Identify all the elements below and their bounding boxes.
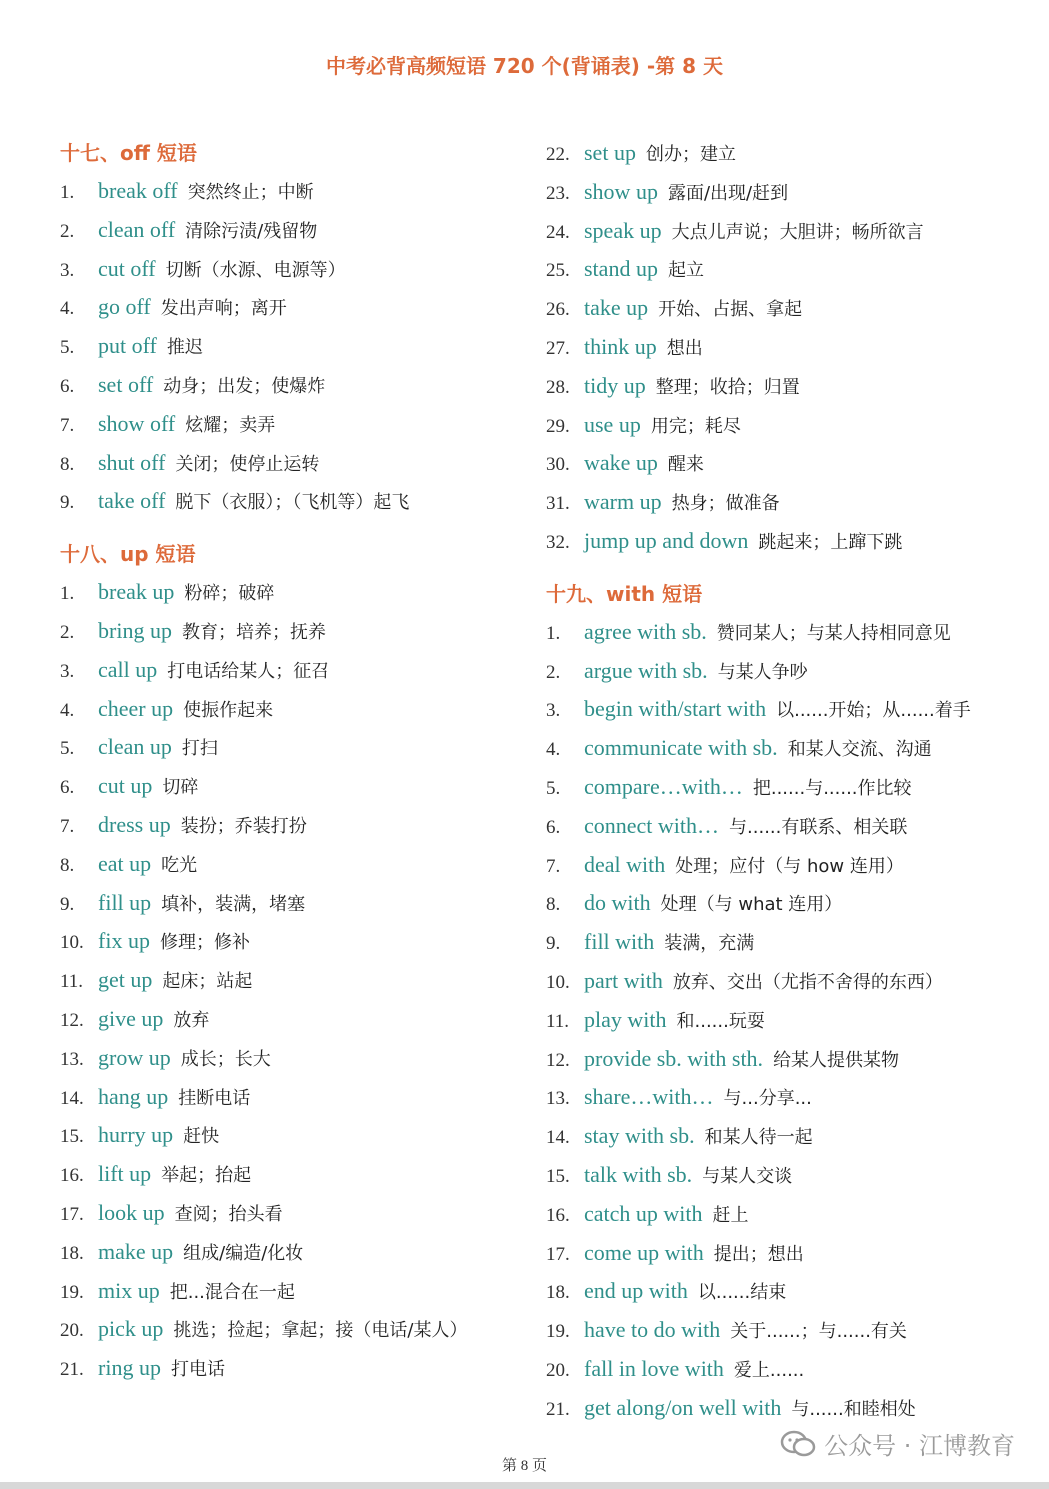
english-phrase: hang up [98, 1083, 169, 1109]
chinese-meaning: 使振作起来 [183, 699, 274, 721]
english-phrase: go off [98, 294, 151, 320]
item-number: 22. [546, 144, 570, 165]
item-number: 8. [60, 854, 75, 876]
chinese-meaning: 大点儿声说；大胆讲；畅所欲言 [671, 221, 924, 243]
chinese-meaning: 起床；站起 [162, 971, 253, 993]
phrase-row [60, 922, 530, 961]
phrase-row [546, 173, 1036, 212]
phrase-row [546, 1350, 1036, 1389]
english-phrase: use up [584, 411, 641, 437]
phrase-row [60, 1078, 530, 1117]
item-number: 13. [60, 1048, 84, 1070]
phrase-row [60, 884, 530, 923]
phrase-row [546, 212, 1036, 251]
item-number: 2. [60, 220, 75, 242]
chinese-meaning: 醒来 [667, 454, 704, 476]
item-number: 15. [546, 1165, 570, 1187]
item-number: 13. [546, 1088, 570, 1110]
item-number: 16. [60, 1165, 84, 1187]
chinese-meaning: 挑选；捡起；拿起；接（电话/某人） [173, 1320, 468, 1342]
item-number: 19. [546, 1321, 570, 1343]
section-gap [546, 561, 1036, 575]
chinese-meaning: 教育；培养；抚养 [181, 621, 326, 643]
phrase-row [60, 250, 530, 289]
english-phrase: connect with… [584, 812, 720, 838]
item-number: 17. [546, 1243, 570, 1265]
item-number: 6. [60, 777, 75, 799]
phrase-row [546, 613, 1036, 652]
item-number: 9. [546, 933, 561, 955]
english-phrase: have to do with [584, 1317, 721, 1343]
english-phrase: deal with [584, 851, 666, 877]
chinese-meaning: 与某人交谈 [702, 1165, 793, 1187]
chinese-meaning: 查阅；抬头看 [174, 1203, 283, 1225]
english-phrase: wake up [584, 450, 658, 476]
item-number: 4. [60, 699, 75, 721]
phrase-row [546, 1117, 1036, 1156]
chinese-meaning: 关于......；与......有关 [730, 1321, 907, 1343]
phrase-row [546, 652, 1036, 691]
chinese-meaning: 与......和睦相处 [791, 1398, 916, 1420]
english-phrase: break off [98, 178, 178, 203]
item-number: 5. [60, 337, 75, 359]
item-number: 6. [60, 375, 75, 397]
phrase-row [60, 444, 530, 483]
english-phrase: argue with sb. [584, 657, 708, 683]
phrase-row [60, 1310, 530, 1349]
chinese-meaning: 赶快 [183, 1126, 220, 1148]
item-number: 15. [60, 1126, 84, 1148]
chinese-meaning: 跳起来；上蹿下跳 [758, 531, 903, 553]
page-number: 第 8 页 [501, 1458, 547, 1474]
item-number: 14. [546, 1127, 570, 1149]
item-number: 12. [546, 1049, 570, 1071]
english-phrase: cheer up [98, 695, 174, 721]
chinese-meaning: 组成/编造/化妆 [183, 1242, 304, 1264]
phrase-row [546, 522, 1036, 561]
item-number: 20. [546, 1359, 570, 1381]
item-number: 7. [546, 855, 561, 877]
item-number: 19. [60, 1281, 84, 1303]
item-number: 21. [60, 1359, 84, 1381]
section-title: 十九、with 短语 [546, 581, 703, 606]
english-phrase: begin with/start with [584, 696, 767, 722]
chinese-meaning: 以......开始；从......着手 [776, 700, 971, 722]
english-phrase: agree with sb. [584, 618, 707, 644]
chinese-meaning: 和某人待一起 [704, 1127, 813, 1149]
english-phrase: stand up [584, 256, 658, 282]
phrase-row [546, 923, 1036, 962]
left-column [60, 134, 530, 1388]
item-number: 24. [546, 221, 570, 243]
chinese-meaning: 提出；想出 [713, 1243, 804, 1265]
chinese-meaning: 装满，充满 [664, 933, 755, 955]
phrase-row [60, 728, 530, 767]
phrase-row [60, 1116, 530, 1155]
chinese-meaning: 打电话给某人；征召 [167, 660, 330, 682]
item-number: 30. [546, 454, 570, 476]
chinese-meaning: 发出声响；离开 [160, 298, 287, 320]
phrase-row [546, 690, 1036, 729]
phrase-row [60, 172, 530, 211]
english-phrase: look up [98, 1199, 165, 1225]
phrase-row [60, 1155, 530, 1194]
phrase-row [546, 768, 1036, 807]
english-phrase: clean up [98, 734, 172, 760]
english-phrase: share…with… [584, 1084, 714, 1110]
english-phrase: take up [584, 295, 649, 321]
item-number: 11. [546, 1010, 570, 1032]
english-phrase: fill with [584, 929, 655, 955]
chinese-meaning: 露面/出现/赶到 [667, 182, 789, 204]
phrase-row [546, 807, 1036, 846]
item-number: 4. [60, 298, 75, 320]
phrase-row [60, 1272, 530, 1311]
item-number: 4. [546, 739, 561, 761]
english-phrase: get along/on well with [584, 1394, 782, 1420]
english-phrase: provide sb. with sth. [584, 1045, 764, 1071]
item-number: 18. [546, 1282, 570, 1304]
english-phrase: end up with [584, 1278, 688, 1304]
chinese-meaning: 开始、占据、拿起 [658, 299, 803, 321]
phrase-row [60, 288, 530, 327]
item-number: 16. [546, 1204, 570, 1226]
item-number: 14. [60, 1087, 84, 1109]
watermark-text: 公众号 · 江博教育 [824, 1432, 1015, 1460]
chinese-meaning: 修理；修补 [159, 932, 250, 954]
chinese-meaning: 创办；建立 [645, 144, 736, 165]
item-number: 7. [60, 414, 75, 436]
english-phrase: set off [98, 371, 154, 397]
phrase-row [546, 367, 1036, 406]
chinese-meaning: 切碎 [162, 777, 199, 799]
item-number: 21. [546, 1398, 570, 1420]
english-phrase: fill up [98, 889, 152, 915]
item-number: 9. [60, 893, 75, 915]
item-number: 28. [546, 376, 570, 398]
chinese-meaning: 打扫 [181, 738, 218, 760]
chinese-meaning: 处理；应付（与 how 连用） [675, 855, 904, 877]
english-phrase: talk with sb. [584, 1161, 693, 1187]
phrase-row [60, 612, 530, 651]
item-number: 9. [60, 492, 75, 514]
section-gap [60, 521, 530, 535]
english-phrase: do with [584, 890, 651, 916]
phrase-row [546, 406, 1036, 445]
item-number: 11. [60, 971, 84, 993]
chinese-meaning: 起立 [667, 260, 704, 282]
english-phrase: eat up [98, 850, 152, 876]
chinese-meaning: 以......结束 [697, 1282, 787, 1304]
english-phrase: show off [98, 410, 176, 436]
chinese-meaning: 装扮；乔装打扮 [180, 815, 307, 837]
item-number: 5. [60, 738, 75, 760]
chinese-meaning: 把...混合在一起 [169, 1281, 295, 1303]
right-column [546, 134, 1036, 1428]
item-number: 2. [60, 621, 75, 643]
item-number: 2. [546, 661, 561, 683]
chinese-meaning: 与......有联系、相关联 [729, 816, 908, 838]
english-phrase: shut off [98, 449, 166, 475]
chinese-meaning: 想出 [666, 337, 703, 359]
english-phrase: put off [98, 333, 157, 359]
item-number: 10. [60, 932, 84, 954]
item-number: 18. [60, 1242, 84, 1264]
phrase-row [546, 1078, 1036, 1117]
english-phrase: fall in love with [584, 1355, 724, 1381]
chinese-meaning: 放弃 [173, 1009, 210, 1031]
english-phrase: mix up [98, 1277, 160, 1303]
english-phrase: lift up [98, 1161, 152, 1187]
item-number: 17. [60, 1203, 84, 1225]
item-number: 32. [546, 531, 570, 553]
item-number: 1. [60, 182, 75, 203]
phrase-row [60, 1194, 530, 1233]
chinese-meaning: 粉碎；破碎 [184, 583, 275, 605]
section-title: 十八、up 短语 [60, 542, 196, 567]
phrase-row [60, 806, 530, 845]
phrase-row [60, 1233, 530, 1272]
english-phrase: break up [98, 579, 175, 605]
english-phrase: grow up [98, 1044, 171, 1070]
phrase-row [60, 690, 530, 729]
chinese-meaning: 把......与......作比较 [752, 777, 912, 799]
chinese-meaning: 挂断电话 [178, 1087, 251, 1109]
english-phrase: take off [98, 488, 166, 514]
chinese-meaning: 给某人提供某物 [773, 1049, 900, 1071]
english-phrase: warm up [584, 489, 662, 515]
english-phrase: part with [584, 967, 663, 993]
item-number: 12. [60, 1009, 84, 1031]
phrase-row [546, 884, 1036, 923]
phrase-row [546, 846, 1036, 885]
phrase-row [546, 483, 1036, 522]
phrase-row [60, 1349, 530, 1388]
chinese-meaning: 赞同某人；与某人持相同意见 [716, 622, 951, 644]
english-phrase: fix up [98, 928, 150, 954]
phrase-row [60, 1000, 530, 1039]
chinese-meaning: 关闭；使停止运转 [175, 453, 320, 475]
item-number: 10. [546, 971, 570, 993]
item-number: 3. [60, 259, 75, 281]
chinese-meaning: 整理；收拾；归置 [655, 376, 800, 398]
chinese-meaning: 推迟 [166, 337, 203, 359]
chinese-meaning: 与某人争吵 [717, 661, 808, 683]
item-number: 29. [546, 415, 570, 437]
english-phrase: set up [584, 140, 636, 165]
english-phrase: get up [98, 967, 153, 993]
phrase-row [546, 1001, 1036, 1040]
page-title: 中考必背高频短语 720 个(背诵表) -第 8 天 [325, 54, 724, 78]
phrase-row [546, 444, 1036, 483]
phrase-row [546, 1234, 1036, 1273]
phrase-row [60, 961, 530, 1000]
english-phrase: dress up [98, 811, 171, 837]
english-phrase: stay with sb. [584, 1123, 695, 1149]
english-phrase: jump up and down [584, 527, 749, 553]
item-number: 8. [546, 894, 561, 916]
item-number: 8. [60, 453, 75, 475]
english-phrase: hurry up [98, 1122, 174, 1148]
chinese-meaning: 填补，装满，堵塞 [161, 893, 306, 915]
chinese-meaning: 放弃、交出（尤指不舍得的东西） [672, 971, 943, 993]
item-number: 23. [546, 182, 570, 204]
phrase-row [546, 134, 1036, 173]
chinese-meaning: 动身；出发；使爆炸 [163, 375, 326, 397]
english-phrase: communicate with sb. [584, 735, 778, 761]
english-phrase: play with [584, 1006, 667, 1032]
chinese-meaning: 举起；抬起 [161, 1165, 252, 1187]
english-phrase: pick up [98, 1316, 164, 1342]
item-number: 25. [546, 260, 570, 282]
item-number: 31. [546, 493, 570, 515]
english-phrase: speak up [584, 217, 662, 243]
english-phrase: show up [584, 178, 658, 204]
chinese-meaning: 热身；做准备 [671, 493, 780, 515]
phrase-row [546, 1195, 1036, 1234]
item-number: 3. [60, 660, 75, 682]
english-phrase: catch up with [584, 1200, 703, 1226]
phrase-row [546, 1389, 1036, 1428]
english-phrase: come up with [584, 1239, 704, 1265]
chinese-meaning: 清除污渍/残留物 [185, 220, 318, 242]
phrase-row [60, 1039, 530, 1078]
english-phrase: clean off [98, 216, 176, 242]
phrase-row [60, 211, 530, 250]
english-phrase: think up [584, 333, 657, 359]
chinese-meaning: 处理（与 what 连用） [660, 894, 843, 916]
chinese-meaning: 突然终止；中断 [187, 182, 314, 203]
chinese-meaning: 和某人交流、沟通 [787, 739, 932, 761]
english-phrase: ring up [98, 1355, 161, 1381]
phrase-row [60, 482, 530, 521]
english-phrase: tidy up [584, 372, 646, 398]
item-number: 7. [60, 815, 75, 837]
chinese-meaning: 吃光 [161, 854, 198, 876]
english-phrase: compare…with… [584, 773, 743, 799]
phrase-row [546, 1040, 1036, 1079]
phrase-row [546, 962, 1036, 1001]
item-number: 20. [60, 1320, 84, 1342]
item-number: 27. [546, 337, 570, 359]
english-phrase: call up [98, 656, 158, 682]
phrase-row [60, 573, 530, 612]
phrase-row [546, 1156, 1036, 1195]
phrase-row [60, 845, 530, 884]
chinese-meaning: 和......玩耍 [676, 1010, 765, 1032]
chinese-meaning: 切断（水源、电源等） [165, 259, 346, 281]
phrase-row [546, 250, 1036, 289]
english-phrase: give up [98, 1005, 164, 1031]
chinese-meaning: 用完；耗尽 [650, 415, 741, 437]
item-number: 26. [546, 299, 570, 321]
chinese-meaning: 脱下（衣服）；（飞机等）起飞 [175, 492, 410, 514]
english-phrase: bring up [98, 617, 172, 643]
phrase-row [546, 1272, 1036, 1311]
chinese-meaning: 赶上 [712, 1204, 749, 1226]
phrase-row [60, 366, 530, 405]
chinese-meaning: 爱上...... [733, 1359, 805, 1381]
phrase-row [546, 1311, 1036, 1350]
item-number: 5. [546, 777, 561, 799]
phrase-row [60, 405, 530, 444]
chinese-meaning: 与...分享... [723, 1088, 812, 1110]
phrase-row [546, 729, 1036, 768]
item-number: 1. [546, 622, 561, 644]
item-number: 3. [546, 700, 561, 722]
item-number: 6. [546, 816, 561, 838]
chinese-meaning: 炫耀；卖弄 [185, 414, 276, 436]
phrase-row [60, 327, 530, 366]
phrase-row [60, 651, 530, 690]
item-number: 1. [60, 583, 75, 605]
english-phrase: cut up [98, 773, 153, 799]
bottom-divider [0, 1482, 1049, 1489]
chinese-meaning: 成长；长大 [180, 1048, 271, 1070]
phrase-row [546, 328, 1036, 367]
section-title: 十七、off 短语 [60, 141, 197, 165]
english-phrase: cut off [98, 255, 156, 281]
phrase-row [546, 289, 1036, 328]
phrase-row [60, 767, 530, 806]
english-phrase: make up [98, 1238, 174, 1264]
chinese-meaning: 打电话 [170, 1359, 225, 1381]
